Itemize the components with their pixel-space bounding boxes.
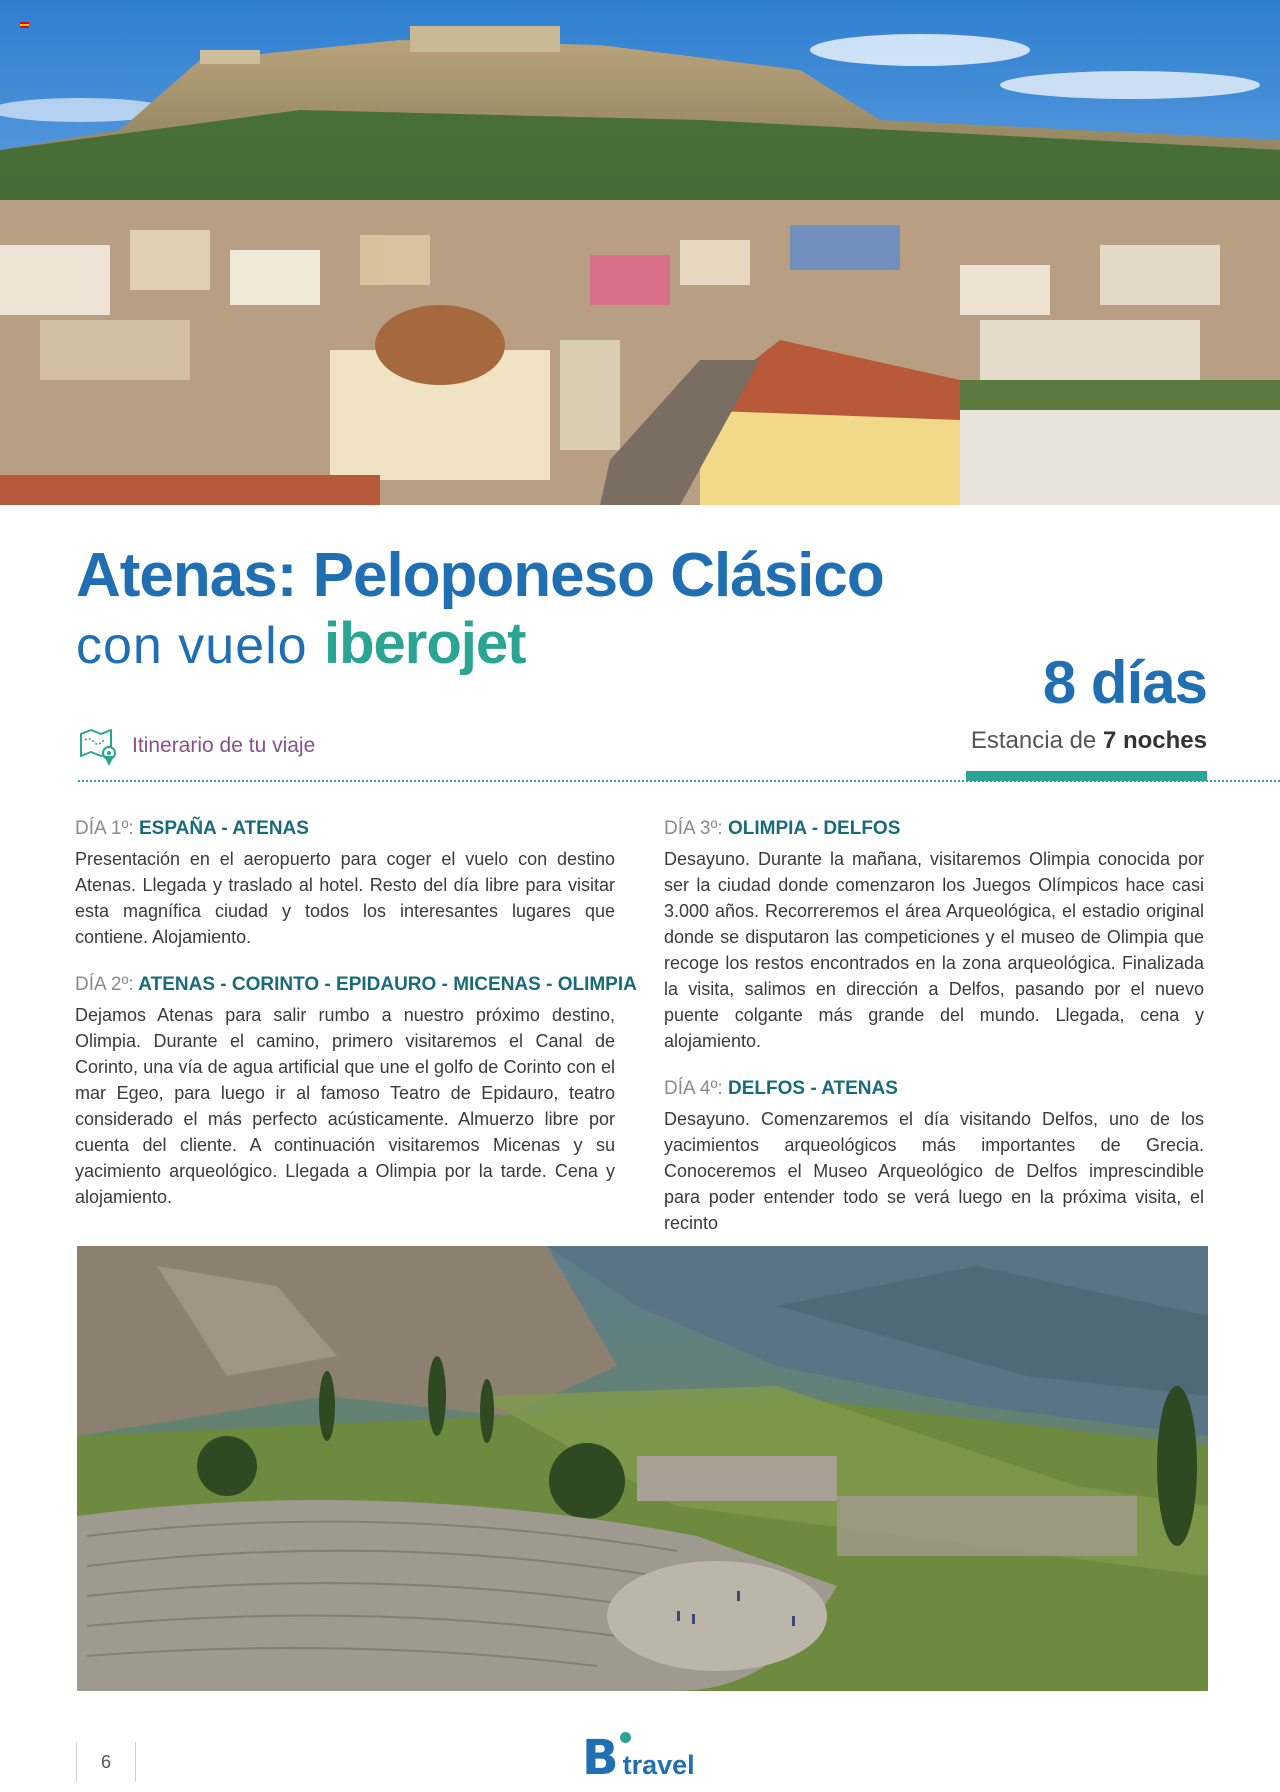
logo-letter-text: B: [582, 1730, 619, 1786]
day-label: DÍA 4º:: [664, 1078, 723, 1099]
day-description: Desayuno. Durante la mañana, visitaremos Olimpia conocida por ser la ciudad donde comenzaron los Juegos Olímpicos hace casi 3.000 años. Recorreremos el área Arqueológica, el estadio original donde se disputaron las competiciones y el museo de Olimpia que recoge los restos encontrados en la zona arqueológica. Finalizada la visita, salimos en dirección a Delfos, pasando por el nuevo puente colgante más grande del mundo. Llegada, cena y alojamiento.: [664, 849, 1204, 1051]
itinerary-column-left: [75, 816, 637, 1232]
trip-duration-days: 8 días: [1042, 649, 1207, 716]
flag-icon: [20, 22, 29, 28]
itinerary-day-3: [664, 816, 1204, 1054]
trip-stay: [971, 727, 1207, 755]
day-label: DÍA 3º:: [664, 818, 723, 839]
day-heading: [75, 816, 615, 842]
page-number: 6: [76, 1742, 136, 1782]
accent-bar: [966, 771, 1207, 781]
itinerary-header: [78, 724, 315, 768]
itinerary-column-right: [664, 816, 1204, 1258]
day-label: DÍA 1º:: [75, 818, 134, 839]
itinerary-label: Itinerario de tu viaje: [132, 734, 316, 757]
delphi-theatre-photo: [77, 1246, 1208, 1691]
delphi-landscape-image: [77, 1246, 1208, 1691]
day-description: Presentación en el aeropuerto para coger el vuelo con destino Atenas. Llegada y traslado al hotel. Resto del día libre para visitar esta magnífica ciudad y todos los interesantes lugares que contiene. Alojamiento.: [75, 849, 615, 947]
itinerary-day-1: [75, 816, 615, 950]
stay-prefix: Estancia de: [970, 727, 1097, 754]
subtitle-prefix: con vuelo: [76, 617, 308, 675]
day-route: DELFOS - ATENAS: [727, 1078, 898, 1099]
btravel-logo: [582, 1730, 695, 1786]
day-route: ESPAÑA - ATENAS: [138, 818, 309, 839]
day-heading: [75, 972, 637, 998]
itinerary-day-4: [664, 1076, 1204, 1236]
airline-logo-text: iberojet: [324, 611, 526, 676]
day-description: Dejamos Atenas para salir rumbo a nuestro próximo destino, Olimpia. Durante el camino, primero visitaremos el Canal de Corinto, una vía de agua artificial que une el golfo de Corinto con el mar Egeo, para luego ir al famoso Teatro de Epidauro, teatro considerado el más perfecto acústicamente. Almuerzo libre por cuenta del cliente. A continuación visitaremos Micenas y su yacimiento arqueológico. Llegada a Olimpia por la tarde. Cena y alojamiento.: [75, 1005, 615, 1207]
logo-text: travel: [622, 1750, 695, 1780]
day-description: Desayuno. Comenzaremos el día visitando Delfos, uno de los yacimientos arqueológicos más importantes de Grecia. Conoceremos el Museo Arqueológico de Delfos imprescindible para poder entender todo se verá luego en la próxima visita, el recinto: [664, 1109, 1204, 1233]
hero-photo-athens: [0, 0, 1280, 505]
athens-cityscape-image: [0, 0, 1280, 505]
day-label: DÍA 2º:: [75, 974, 134, 995]
day-heading: [664, 816, 1204, 842]
map-pin-icon: [78, 725, 120, 767]
day-heading: [664, 1076, 1204, 1102]
day-route: ATENAS - CORINTO - EPIDAURO - MICENAS - OLIMPIA: [138, 974, 637, 995]
day-route: OLIMPIA - DELFOS: [727, 818, 901, 839]
page-title: Atenas: Peloponeso Clásico: [76, 541, 884, 610]
logo-dot-icon: [620, 1732, 631, 1743]
logo-letter: [582, 1730, 619, 1786]
stay-nights: 7 noches: [1102, 727, 1207, 754]
itinerary-day-2: [75, 972, 637, 1210]
